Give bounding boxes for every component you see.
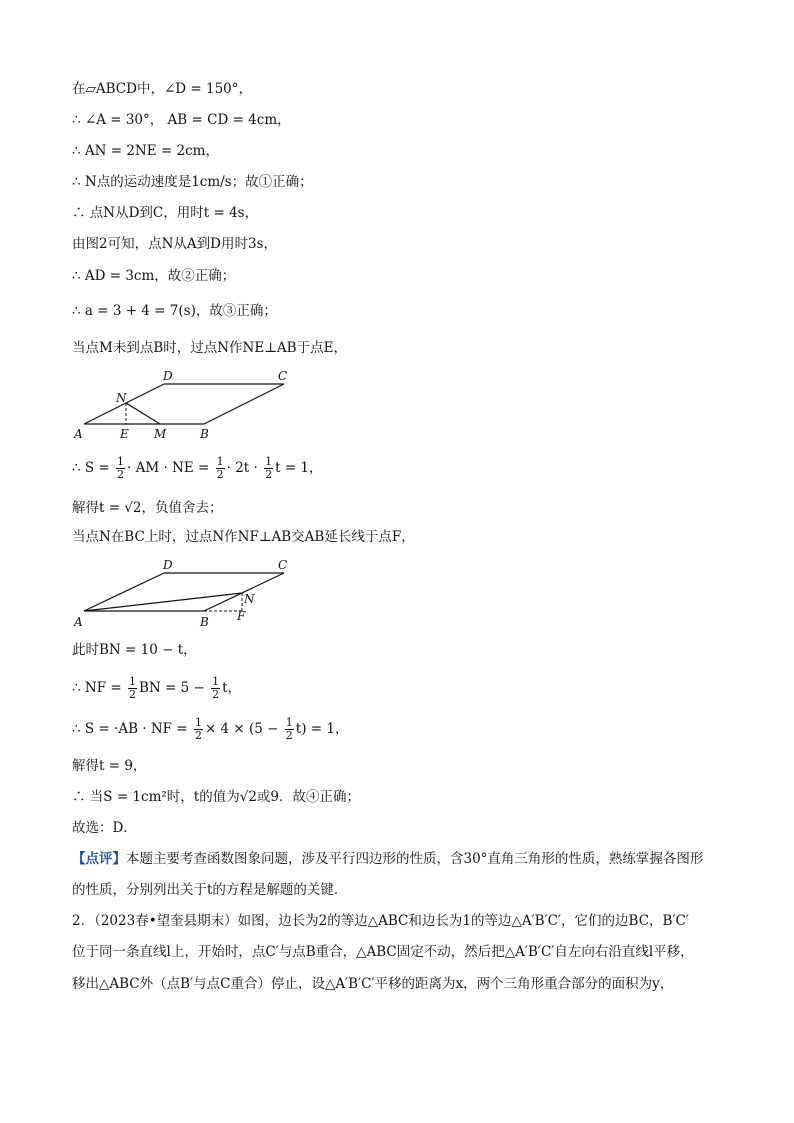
label-A: A bbox=[74, 615, 83, 629]
solution-line-7: ∴ AD = 3cm，故②正确； bbox=[72, 268, 236, 284]
solution-line-9: 当点M未到点B时，过点N作NE⊥AB于点E， bbox=[72, 340, 347, 356]
comment-tag: 【点评】 bbox=[72, 851, 126, 867]
solution-line-3: ∴ AN = 2NE = 2cm， bbox=[72, 143, 219, 159]
solution-line-1: 在▱ABCD中，∠D = 150°， bbox=[72, 81, 253, 97]
segment-AD bbox=[84, 573, 164, 611]
solution-line-14 bbox=[72, 676, 241, 701]
solution-line-4: ∴ N点的运动速度是1cm/s；故①正确； bbox=[72, 174, 313, 190]
fraction-denominator: 2 bbox=[117, 468, 125, 481]
figure-parallelogram-2 bbox=[70, 556, 300, 632]
fraction-numerator: 1 bbox=[117, 455, 125, 468]
segment-BC bbox=[204, 384, 284, 424]
fraction-denominator: 2 bbox=[285, 729, 293, 742]
expr-part: ∴ S = bbox=[72, 460, 115, 476]
solution-line-2: ∴ ∠A = 30°， AB = CD = 4cm， bbox=[72, 112, 291, 128]
fraction-denominator: 2 bbox=[216, 468, 224, 481]
fraction-denominator: 2 bbox=[265, 468, 273, 481]
expr-part: × 4 × (5 − bbox=[204, 721, 283, 737]
fraction-numerator: 1 bbox=[265, 455, 273, 468]
segment-AN bbox=[84, 593, 242, 611]
expr-part: t) = 1， bbox=[295, 721, 349, 737]
fraction-numerator: 1 bbox=[212, 675, 220, 688]
label-D: D bbox=[163, 369, 173, 383]
solution-line-17: ∴ 当S = 1cm²时，t的值为√2或9．故④正确； bbox=[72, 789, 361, 805]
expr-part: ∴ S = ·AB · NF = bbox=[72, 721, 192, 737]
label-B: B bbox=[200, 615, 209, 629]
figure-parallelogram-1 bbox=[70, 366, 300, 444]
expr-part: BN = 5 − bbox=[138, 680, 210, 696]
solution-line-10 bbox=[72, 456, 323, 481]
label-D: D bbox=[163, 558, 173, 572]
expr-part: · 2t · bbox=[226, 460, 263, 476]
fraction-numerator: 1 bbox=[194, 716, 202, 729]
fraction-numerator: 1 bbox=[128, 675, 136, 688]
solution-line-16: 解得t = 9， bbox=[72, 758, 147, 774]
expr-part: t， bbox=[222, 680, 242, 696]
solution-line-18: 故选：D． bbox=[72, 820, 137, 836]
label-N: N bbox=[244, 592, 255, 606]
label-B: B bbox=[200, 427, 209, 441]
solution-line-12: 当点N在BC上时，过点N作NF⊥AB交AB延长线于点F， bbox=[72, 529, 415, 545]
fraction-half bbox=[116, 456, 125, 481]
fraction-half bbox=[264, 456, 273, 481]
fraction-half bbox=[194, 717, 203, 742]
solution-line-8: ∴ a = 3 + 4 = 7(s)，故③正确； bbox=[72, 303, 277, 319]
comment-line-1 bbox=[72, 850, 703, 868]
label-E: E bbox=[120, 427, 129, 441]
label-C: C bbox=[278, 558, 288, 572]
label-A: A bbox=[74, 427, 83, 441]
expr-part: ∴ NF = bbox=[72, 680, 126, 696]
problem-2-line-2: 位于同一条直线l上，开始时，点C′与点B重合，△ABC固定不动，然后把△A′B′C′自左向右沿直线l平移， bbox=[72, 944, 694, 960]
segment-NM bbox=[126, 403, 160, 424]
problem-2-line-3: 移出△ABC外（点B′与点C重合）停止，设△A′B′C′平移的距离为x，两个三角形重合部分的面积为y， bbox=[72, 976, 674, 992]
expr-part: t = 1， bbox=[275, 460, 323, 476]
label-F: F bbox=[237, 609, 246, 623]
fraction-half bbox=[128, 676, 137, 701]
solution-line-13: 此时BN = 10 − t， bbox=[72, 642, 197, 658]
label-M: M bbox=[154, 427, 167, 441]
fraction-numerator: 1 bbox=[285, 716, 293, 729]
problem-2-line-1: 2．（2023春•望奎县期末）如图，边长为2的等边△ABC和边长为1的等边△A′B′C′，它们的边BC，B′C′ bbox=[72, 913, 689, 929]
expr-part: · AM · NE = bbox=[127, 460, 214, 476]
fraction-numerator: 1 bbox=[216, 455, 224, 468]
label-N: N bbox=[116, 391, 127, 405]
comment-line-2: 的性质，分别列出关于t的方程是解题的关键． bbox=[72, 882, 348, 898]
solution-line-15 bbox=[72, 717, 348, 742]
comment-text: 本题主要考查函数图象问题，涉及平行四边形的性质，含30°直角三角形的性质，熟练掌握各图形 bbox=[126, 851, 704, 867]
fraction-denominator: 2 bbox=[212, 688, 220, 701]
solution-line-11: 解得t = √2，负值舍去； bbox=[72, 500, 223, 516]
solution-line-6: 由图2可知，点N从A到D用时3s， bbox=[72, 236, 277, 252]
fraction-half bbox=[211, 676, 220, 701]
fraction-denominator: 2 bbox=[128, 688, 136, 701]
solution-line-5: ∴ 点N从D到C，用时t = 4s， bbox=[72, 205, 259, 221]
label-C: C bbox=[278, 369, 288, 383]
fraction-denominator: 2 bbox=[194, 729, 202, 742]
fraction-half bbox=[285, 717, 294, 742]
fraction-half bbox=[216, 456, 225, 481]
